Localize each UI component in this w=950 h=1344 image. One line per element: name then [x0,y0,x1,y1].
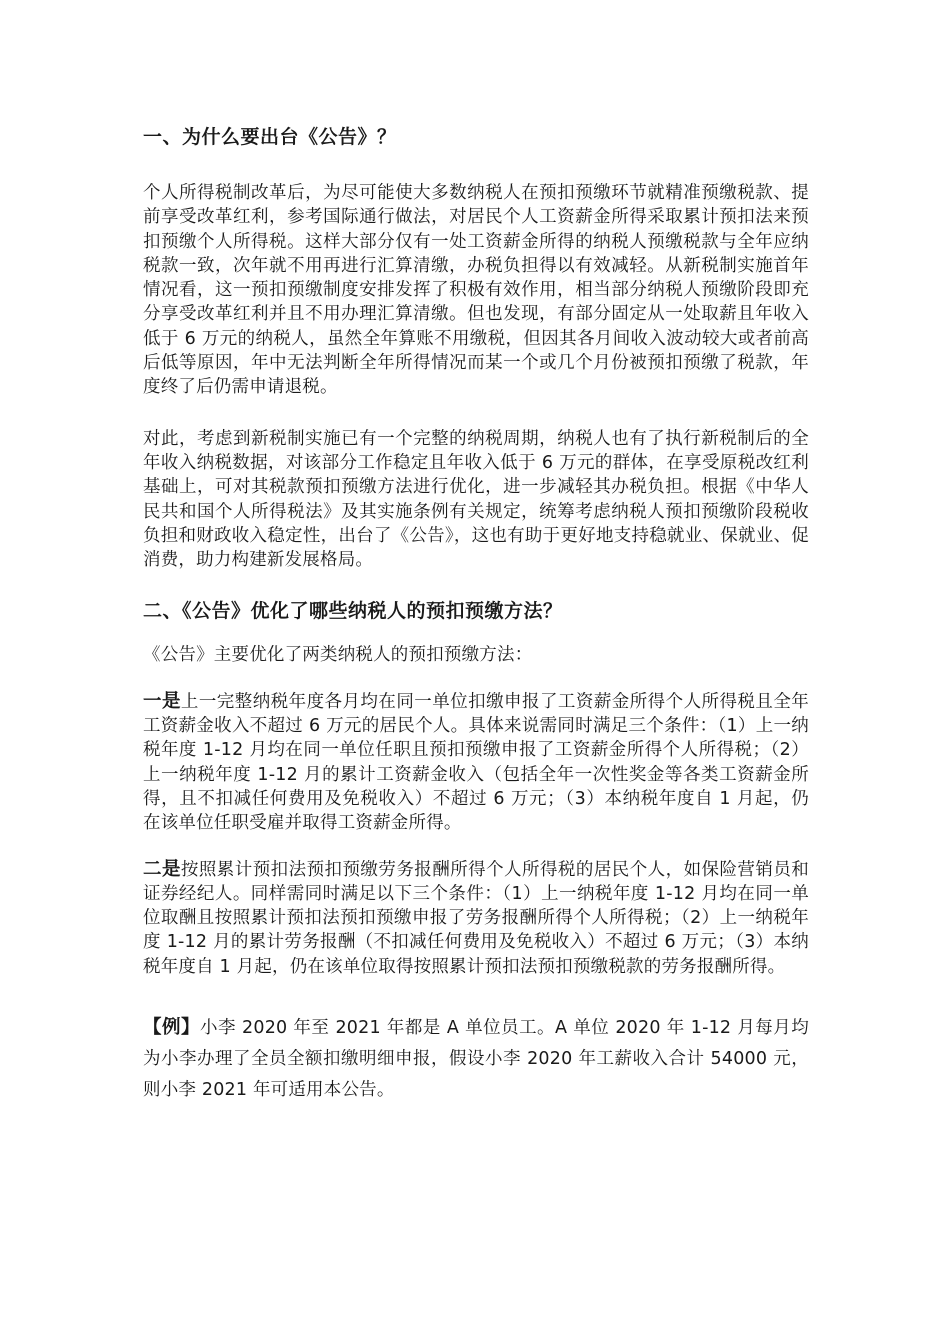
example-text: 小李 2020 年至 2021 年都是 A 单位员工。A 单位 2020 年 1-12 月每月均为小李办理了全员全额扣缴明细申报，假设小李 2020 年工薪收入合计 54000 元，则小李 2021 年可适用本公告。 [143,1018,809,1101]
document-page [143,120,809,1106]
section-2-item-2 [143,858,809,979]
section-2-heading: 二、《公告》优化了哪些纳税人的预扣预缴方法？ [143,600,563,623]
example-lead: 【例】 [143,1017,200,1039]
section-2-intro: 《公告》主要优化了两类纳税人的预扣预缴方法： [143,645,533,666]
section-2-item-1 [143,690,809,836]
section-1-heading: 一、为什么要出台《公告》？ [143,126,397,148]
section-1-paragraph-1: 个人所得税制改革后，为尽可能使大多数纳税人在预扣预缴环节就精准预缴税款、提前享受改革红利，参考国际通行做法，对居民个人工资薪金所得采取累计预扣法来预扣预缴个人所得税。这样大部分仅有一处工资薪金所得的纳税人预缴税款与全年应纳税款一致，次年就不用再进行汇算清缴，办税负担得以有效减轻。从新税制实施首年情况看，这一预扣预缴制度安排发挥了积极有效作用，相当部分纳税人预缴阶段即充分享受改革红利并且不用办理汇算清缴。但也发现，有部分固定从一处取薪且年收入低于 6 万元的纳税人，虽然全年算账不用缴税，但因其各月间收入波动较大或者前高后低等原因，年中无法判断全年所得情况而某一个或几个月份被预扣预缴了税款，年度终了后仍需申请退税。 [143,183,809,398]
item-2-text: 按照累计预扣法预扣预缴劳务报酬所得个人所得税的居民个人，如保险营销员和证券经纪人。同样需同时满足以下三个条件：（1）上一纳税年度 1-12 月均在同一单位取酬且按照累计预扣法预扣预缴申报了劳务报酬所得个人所得税；（2）上一纳税年度 1-12 月的累计劳务报酬（不扣减任何费用及免税收入）不超过 6 万元；（3）本纳税年度自 1 月起，仍在该单位取得按照累计预扣法预扣预缴税款的劳务报酬所得。 [143,859,809,977]
item-2-lead: 二是 [143,858,181,880]
item-1-lead: 一是 [143,690,181,712]
item-1-text: 上一完整纳税年度各月均在同一单位扣缴申报了工资薪金所得个人所得税且全年工资薪金收入不超过 6 万元的居民个人。具体来说需同时满足三个条件：（1）上一纳税年度 1-12 月均在同一单位任职且预扣预缴申报了工资薪金所得个人所得税；（2）上一纳税年度 1-12 月的累计工资薪金收入（包括全年一次性奖金等各类工资薪金所得，且不扣减任何费用及免税收入）不超过 6 万元；（3）本纳税年度自 1 月起，仍在该单位任职受雇并取得工资薪金所得。 [143,691,809,834]
section-2-example [143,1012,809,1106]
section-1-paragraph-2: 对此，考虑到新税制实施已有一个完整的纳税周期，纳税人也有了执行新税制后的全年收入纳税数据，对该部分工作稳定且年收入低于 6 万元的群体，在享受原税改红利基础上，可对其税款预扣预缴方法进行优化，进一步减轻其办税负担。根据《中华人民共和国个人所得税法》及其实施条例有关规定，统筹考虑纳税人预扣预缴阶段税收负担和财政收入稳定性，出台了《公告》，这也有助于更好地支持稳就业、保就业、促消费，助力构建新发展格局。 [143,428,809,571]
